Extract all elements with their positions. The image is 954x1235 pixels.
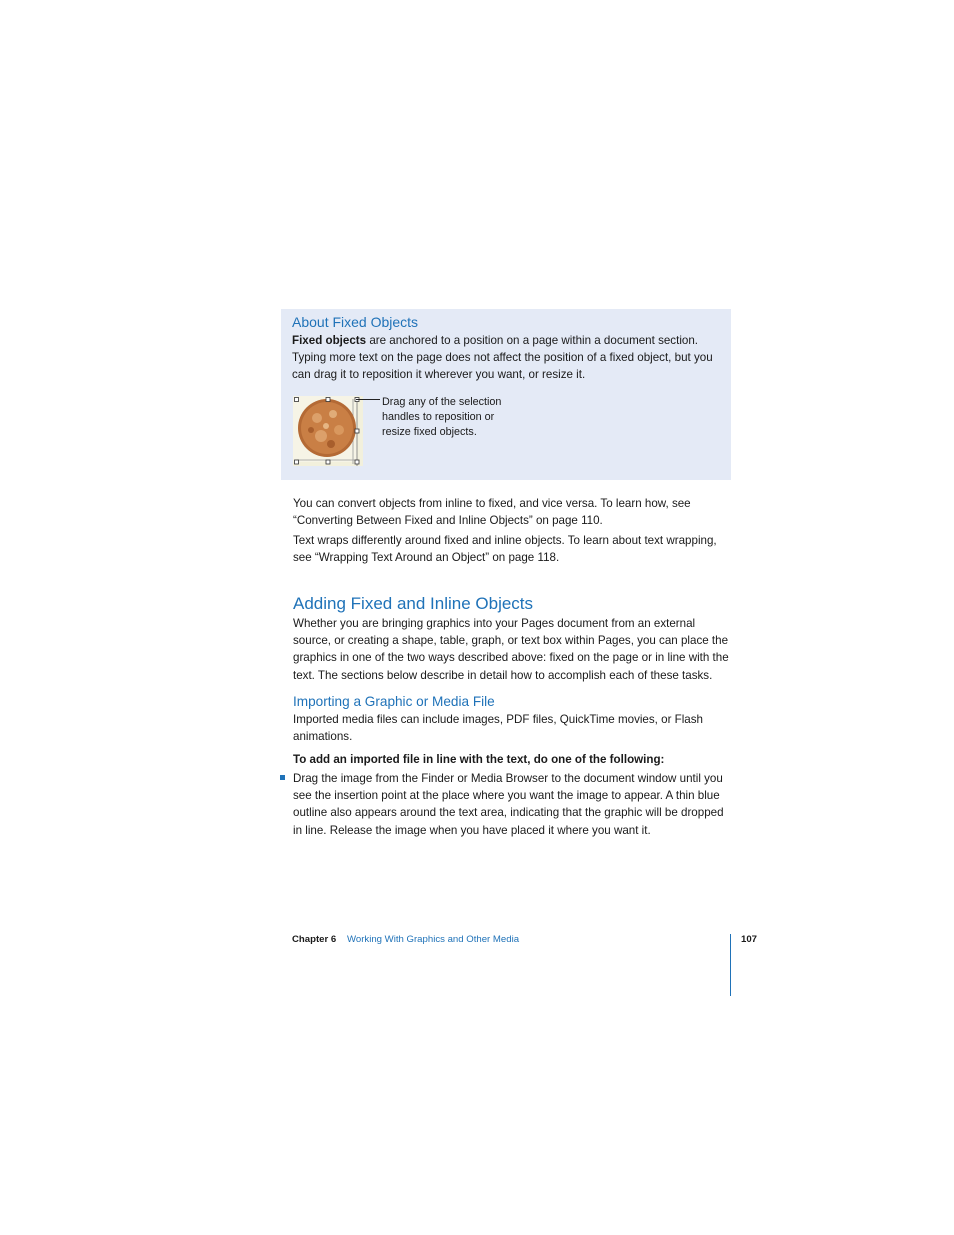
- sidebar-body: are anchored to a position on a page within a document section. Typing more text on the page does not affect the position of a fixed object, but you can drag it to reposition it wherever you want, or resize it.: [292, 334, 713, 382]
- callout-leader-line: [356, 399, 380, 400]
- sidebar-title: About Fixed Objects: [292, 314, 419, 330]
- footer-divider: [730, 934, 731, 996]
- figure-callout: Drag any of the selection handles to reposition or resize fixed objects.: [382, 396, 502, 438]
- intro-paragraph-2: Text wraps differently around fixed and inline objects. To learn about text wrapping, see “Wrapping Text Around an Object” on page 118.: [293, 534, 717, 565]
- section-body: Whether you are bringing graphics into your Pages document from an external source, or creating a shape, table, graph, or text box within Pages, you can place the graphics in one of the two ways described above: fixed on the page or in line with the text. The sections below describe in detail how to accomplish each of these tasks.: [293, 617, 729, 682]
- page-number: 107: [741, 934, 758, 945]
- sidebar-paragraph: [292, 332, 724, 384]
- section-heading: Adding Fixed and Inline Objects: [293, 594, 534, 613]
- subsection-heading: Importing a Graphic or Media File: [293, 694, 495, 709]
- cookie-figure: [293, 396, 363, 466]
- intro-paragraph-1: You can convert objects from inline to fixed, and vice versa. To learn how, see “Converting Between Fixed and Inline Objects” on page 110.: [293, 497, 691, 528]
- bullet-marker-icon: [280, 775, 285, 780]
- footer-chapter-title: Working With Graphics and Other Media: [347, 934, 520, 945]
- subsection-body: Imported media files can include images, PDF files, QuickTime movies, or Flash animations.: [293, 713, 704, 744]
- footer-chapter: Chapter 6: [292, 934, 337, 945]
- bullet-item: Drag the image from the Finder or Media Browser to the document window until you see the insertion point at the place where you want the image to appear. A thin blue outline also appears around the text area, indicating that the graphic will be dropped in line. Release the image when you have placed it where you want it.: [293, 772, 724, 837]
- task-lead: To add an imported file in line with the text, do one of the following:: [293, 753, 665, 766]
- sidebar-lead-term: Fixed objects: [292, 334, 367, 347]
